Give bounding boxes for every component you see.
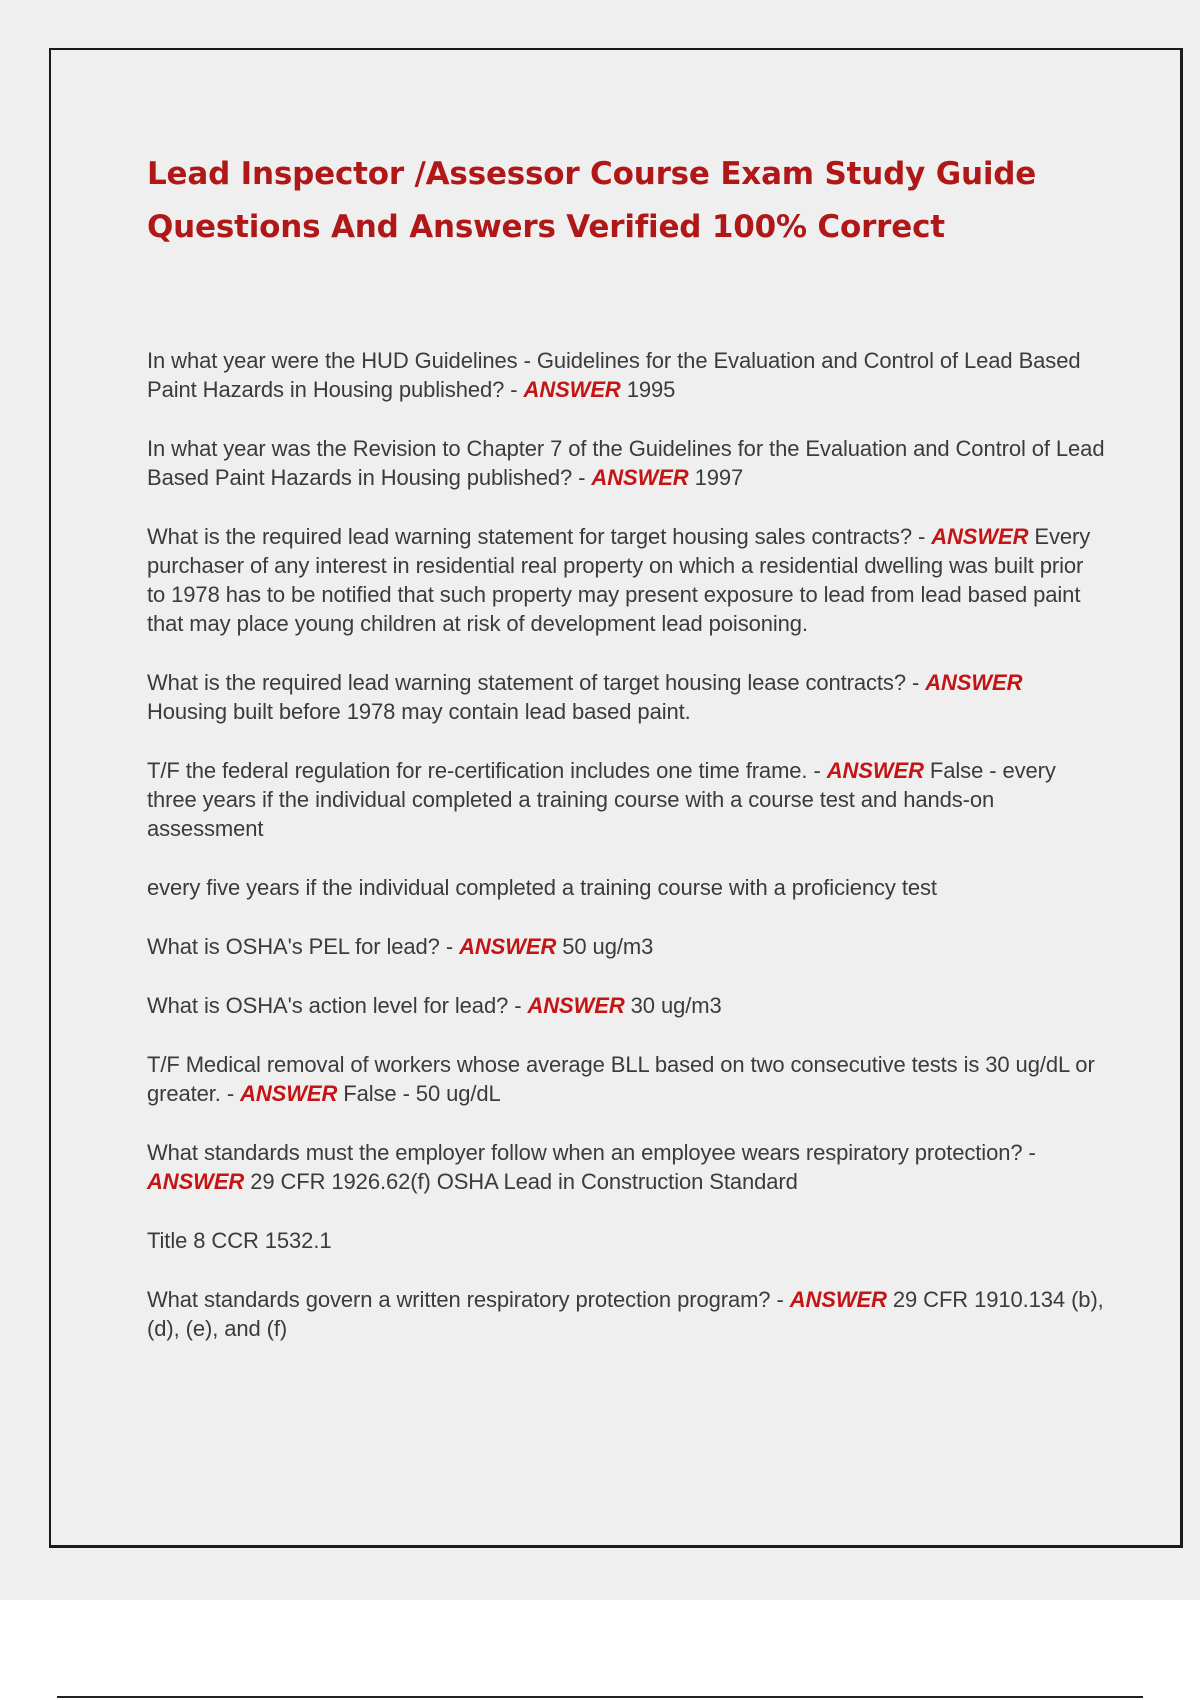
qa-item-12 [147, 1285, 1107, 1343]
question-text: What standards govern a written respiratory protection program? - [147, 1287, 790, 1312]
qa-item-1 [147, 346, 1107, 404]
question-text: What standards must the employer follow when an employee wears respiratory protection? - [147, 1140, 1036, 1165]
answer-label: ANSWER [789, 1287, 887, 1312]
question-text: In what year was the Revision to Chapter 7 of the Guidelines for the Evaluation and Control of Lead Based Paint Hazards in Housing published? - [147, 436, 1105, 490]
qa-list [147, 346, 1107, 1373]
continuation-text: Title 8 CCR 1532.1 [147, 1228, 332, 1253]
qa-item-4 [147, 668, 1107, 726]
answer-label: ANSWER [925, 670, 1023, 695]
answer-text: False - every three years if the individual completed a training course with a course test and hands-on assessment [147, 758, 1056, 841]
answer-text: 50 ug/m3 [556, 934, 654, 959]
answer-text: 29 CFR 1910.134 (b), (d), (e), and (f) [147, 1287, 1104, 1341]
question-text: T/F Medical removal of workers whose average BLL based on two consecutive tests is 30 ug/dL or greater. - [147, 1052, 1095, 1106]
footer-divider [57, 1696, 1143, 1698]
qa-item-10 [147, 1138, 1107, 1196]
answer-label: ANSWER [826, 758, 924, 783]
answer-text: False - 50 ug/dL [337, 1081, 501, 1106]
answer-text: 1995 [620, 377, 676, 402]
question-text: In what year were the HUD Guidelines - Guidelines for the Evaluation and Control of Lead Based Paint Hazards in Housing published? - [147, 348, 1081, 402]
qa-item-6 [147, 873, 1107, 902]
qa-item-2 [147, 434, 1107, 492]
answer-text: 1997 [688, 465, 744, 490]
answer-label: ANSWER [931, 524, 1029, 549]
question-text: What is OSHA's PEL for lead? - [147, 934, 460, 959]
qa-item-7 [147, 932, 1107, 961]
answer-label: ANSWER [147, 1169, 245, 1194]
answer-label: ANSWER [527, 993, 625, 1018]
qa-item-8 [147, 991, 1107, 1020]
answer-text: Housing built before 1978 may contain lead based paint. [147, 699, 691, 724]
qa-item-9 [147, 1050, 1107, 1108]
continuation-text: every five years if the individual completed a training course with a proficiency test [147, 875, 937, 900]
answer-label: ANSWER [459, 934, 557, 959]
question-text: What is the required lead warning statement of target housing lease contracts? - [147, 670, 926, 695]
question-text: T/F the federal regulation for re-certification includes one time frame. - [147, 758, 827, 783]
answer-label: ANSWER [523, 377, 621, 402]
document-title [147, 148, 1107, 254]
question-text: What is the required lead warning statement for target housing sales contracts? - [147, 524, 932, 549]
answer-label: ANSWER [240, 1081, 338, 1106]
answer-label: ANSWER [591, 465, 689, 490]
title-line-2: Questions And Answers Verified 100% Correct [147, 209, 945, 245]
qa-item-11 [147, 1226, 1107, 1255]
qa-item-3 [147, 522, 1107, 638]
document-page [49, 48, 1183, 1548]
answer-text: Every purchaser of any interest in residential real property on which a residential dwelling was built prior to 1978 has to be notified that such property may present exposure to lead from lead based paint that may place young children at risk of development lead poisoning. [147, 524, 1091, 636]
answer-text: 30 ug/m3 [624, 993, 722, 1018]
qa-item-5 [147, 756, 1107, 843]
title-line-1: Lead Inspector /Assessor Course Exam Study Guide [147, 156, 1037, 192]
answer-text: 29 CFR 1926.62(f) OSHA Lead in Construction Standard [244, 1169, 798, 1194]
question-text: What is OSHA's action level for lead? - [147, 993, 528, 1018]
